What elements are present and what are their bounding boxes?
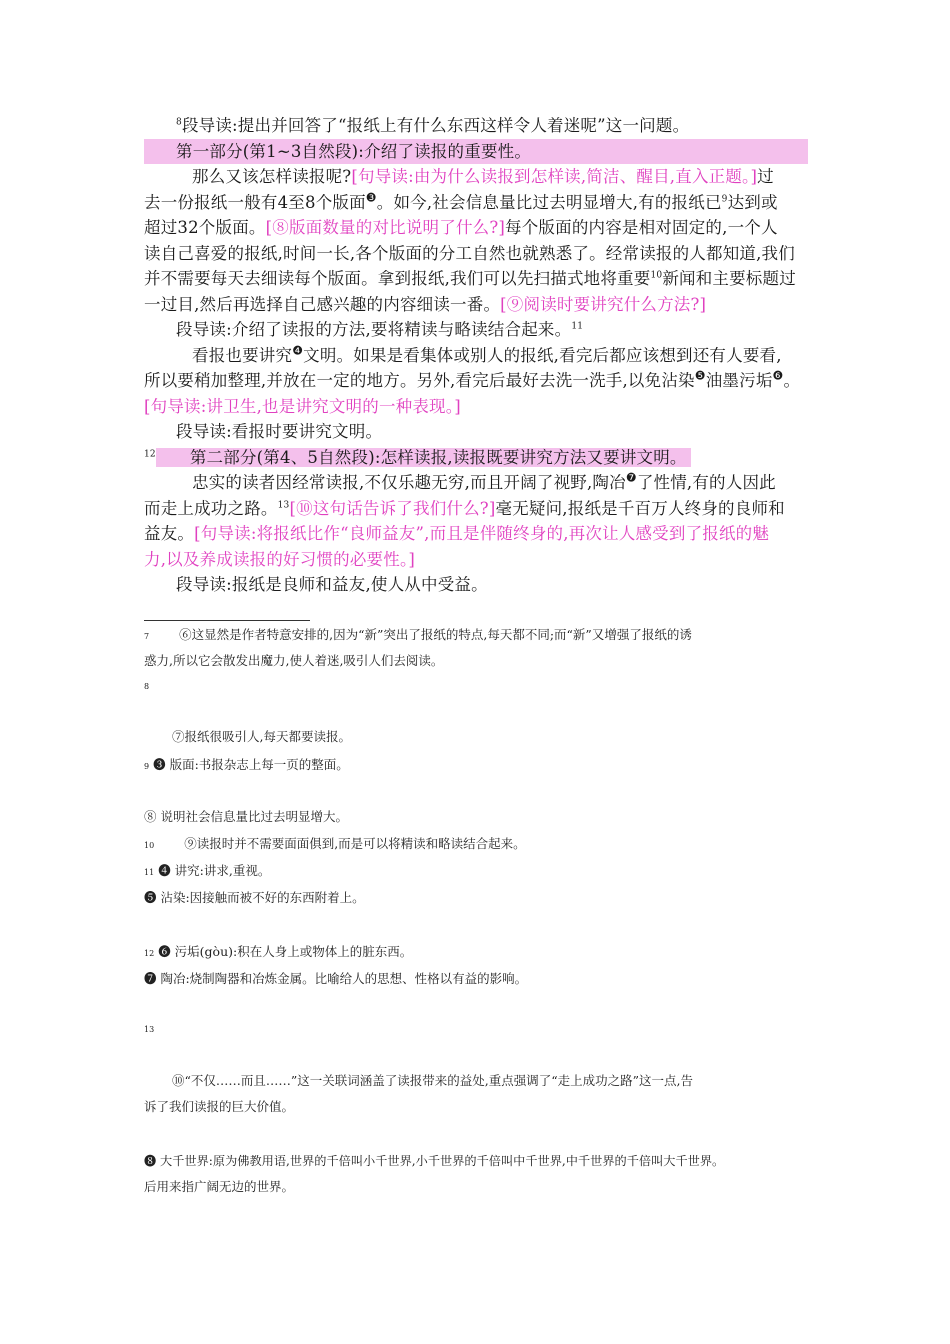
guide-text: 段导读:介绍了读报的方法,要将精读与略读结合起来。 bbox=[176, 320, 572, 339]
text: 油墨污垢 bbox=[705, 371, 773, 390]
footnote-text: 诉了我们读报的巨大价值。 bbox=[144, 1099, 295, 1114]
guide-text: 段导读:报纸是良师和益友,使人从中受益。 bbox=[176, 575, 488, 594]
paragraph-line bbox=[144, 215, 808, 241]
footnote-8 bbox=[172, 724, 351, 750]
footnote-14 bbox=[144, 1148, 724, 1174]
text: 每个版面的内容是相对固定的,一个人 bbox=[505, 218, 778, 237]
text: 忠实的读者因经常读报,不仅乐趣无穷,而且开阔了视野,陶冶 bbox=[192, 473, 626, 492]
footnote-separator bbox=[144, 620, 310, 621]
footnote-ref: 10 bbox=[650, 270, 663, 281]
footnote-12b bbox=[144, 966, 527, 992]
footnote-8-number bbox=[144, 672, 153, 700]
footnote-7-cont bbox=[144, 648, 443, 674]
guide-text: 段导读:看报时要讲究文明。 bbox=[176, 422, 383, 441]
text: 过 bbox=[757, 167, 774, 186]
sentence-guide: [句导读:将报纸比作“良师益友”,而且是伴随终身的,再次让人感受到了报纸的魅 bbox=[194, 524, 770, 543]
text: [句导读:讲卫生,也是讲究文明的一种表现。] bbox=[144, 396, 461, 416]
heading-text: 第一部分(第1~3自然段):介绍了读报的重要性。 bbox=[176, 141, 532, 161]
note-marker: ❻ bbox=[772, 368, 784, 383]
heading-text: 第二部分(第4、5自然段):怎样读报,读报既要讲究方法又要讲文明。 bbox=[156, 448, 691, 467]
footnote-text: ⑨读报时并不需要面面俱到,而是可以将精读和略读结合起来。 bbox=[184, 836, 526, 851]
footnote-number: 10 bbox=[144, 841, 155, 850]
footnote-ref: 11 bbox=[571, 321, 584, 332]
footnote-number: 13 bbox=[144, 1025, 155, 1034]
text: 达到或 bbox=[727, 192, 778, 212]
sentence-guide bbox=[144, 547, 808, 573]
footnote-text: ❼ 陶冶:烧制陶器和冶炼金属。比喻给人的思想、性格以有益的影响。 bbox=[144, 971, 528, 986]
text: 并不需要每天去细读每个版面。拿到报纸,我们可以先扫描式地将重要 bbox=[144, 269, 651, 288]
paragraph-line bbox=[144, 190, 808, 216]
footnote-7 bbox=[144, 622, 692, 650]
text: 毫无疑问,报纸是千百万人终身的良师和 bbox=[495, 498, 785, 518]
footnote-text: ❹ 讲究:讲求,重视。 bbox=[158, 863, 271, 878]
paragraph-guide-1 bbox=[144, 113, 808, 139]
footnote-number: 9 bbox=[144, 762, 150, 771]
main-text bbox=[144, 113, 808, 598]
footnote-ref: 13 bbox=[277, 500, 290, 510]
footnote-11b bbox=[144, 885, 365, 911]
section-heading-2 bbox=[144, 445, 808, 471]
text: 。 bbox=[783, 371, 801, 390]
text: 所以要稍加整理,并放在一定的地方。另外,看完后最好去洗一洗手,以免沾染 bbox=[144, 371, 695, 390]
sentence-guide: [句导读:由为什么读报到怎样读,简洁、醒目,直入正题。] bbox=[351, 167, 758, 186]
note-marker: ❼ bbox=[625, 470, 637, 485]
question-note: [⑧版面数量的对比说明了什么?] bbox=[265, 218, 506, 237]
footnote-9 bbox=[144, 752, 349, 780]
footnote-13-cont bbox=[144, 1094, 294, 1120]
footnote-number: 12 bbox=[144, 949, 155, 958]
paragraph-line bbox=[144, 292, 808, 318]
text: 那么又该怎样读报呢? bbox=[192, 167, 352, 186]
paragraph-line bbox=[144, 470, 808, 496]
paragraph-guide-2 bbox=[144, 317, 808, 343]
footnote-text: ❺ 沾染:因接触而被不好的东西附着上。 bbox=[144, 890, 365, 905]
footnote-13 bbox=[172, 1068, 693, 1094]
footnote-text: 后用来指广阔无边的世界。 bbox=[144, 1179, 295, 1194]
footnote-text: ⑩“不仅……而且……”这一关联词涵盖了读报带来的益处,重点强调了“走上成功之路”这一点,告 bbox=[172, 1073, 694, 1088]
footnote-ref: 12 bbox=[144, 449, 156, 459]
footnote-number: 11 bbox=[144, 868, 155, 877]
footnote-text: ❸ 版面:书报杂志上每一页的整面。 bbox=[153, 757, 349, 772]
paragraph-line bbox=[144, 164, 808, 190]
footnote-text: ⑥这显然是作者特意安排的,因为“新”突出了报纸的特点,每天都不同;而“新”又增强了报纸的诱 bbox=[179, 627, 692, 642]
footnote-13-number bbox=[144, 1015, 158, 1043]
text: 文明。如果是看集体或别人的报纸,看完后都应该想到还有人要看, bbox=[303, 345, 782, 365]
question-note: [⑩这句话告诉了我们什么?] bbox=[289, 498, 496, 518]
footnote-12 bbox=[144, 939, 412, 967]
footnote-text: 惑力,所以它会散发出魔力,使人着迷,吸引人们去阅读。 bbox=[144, 653, 444, 668]
footnote-number: 7 bbox=[144, 632, 150, 641]
text: 力,以及养成读报的好习惯的必要性。] bbox=[144, 549, 416, 569]
note-marker: ❺ bbox=[694, 368, 706, 383]
sentence-guide bbox=[144, 394, 808, 420]
paragraph-line bbox=[144, 241, 808, 267]
text: 了性情,有的人因此 bbox=[636, 473, 776, 492]
footnote-10 bbox=[144, 831, 526, 859]
paragraph-line bbox=[144, 343, 808, 369]
footnote-text: ❽ 大千世界:原为佛教用语,世界的千倍叫小千世界,小千世界的千倍叫中千世界,中千世界的千倍叫大千世界。 bbox=[144, 1154, 725, 1168]
footnote-11 bbox=[144, 858, 270, 886]
text: 。如今,社会信息量比过去明显增大,有的报纸已 bbox=[376, 192, 722, 212]
text: 益友。 bbox=[144, 524, 195, 543]
footnote-14-cont bbox=[144, 1174, 294, 1200]
paragraph-line bbox=[144, 266, 808, 292]
footnote-ref: 8 bbox=[176, 117, 182, 128]
text: 一过目,然后再选择自己感兴趣的内容细读一番。 bbox=[144, 294, 501, 314]
note-marker: ❹ bbox=[292, 343, 304, 357]
footnote-9b bbox=[144, 804, 348, 830]
footnote-text: ⑧ 说明社会信息量比过去明显增大。 bbox=[144, 809, 348, 824]
footnote-ref: 9 bbox=[721, 194, 728, 204]
note-marker: ❸ bbox=[365, 190, 377, 204]
question-note: [⑨阅读时要讲究什么方法?] bbox=[500, 294, 707, 314]
section-heading-1 bbox=[144, 139, 808, 165]
paragraph-guide-4 bbox=[144, 572, 808, 598]
paragraph-guide-3 bbox=[144, 419, 808, 445]
text: 超过32个版面。 bbox=[144, 218, 266, 237]
footnote-text: ⑦报纸很吸引人,每天都要读报。 bbox=[172, 729, 351, 744]
paragraph-line bbox=[144, 496, 808, 522]
footnote-text: ❻ 污垢(gòu):积在人身上或物体上的脏东西。 bbox=[158, 944, 413, 959]
paragraph-line bbox=[144, 368, 808, 394]
footnote-number: 8 bbox=[144, 682, 150, 691]
text: 读自己喜爱的报纸,时间一长,各个版面的分工自然也就熟悉了。经常读报的人都知道,我们 bbox=[144, 243, 795, 263]
text: 新闻和主要标题过 bbox=[662, 269, 796, 288]
text: 看报也要讲究 bbox=[192, 345, 293, 365]
text: 而走上成功之路。 bbox=[144, 498, 278, 518]
text: 去一份报纸一般有4至8个版面 bbox=[144, 192, 366, 212]
paragraph-line bbox=[144, 521, 808, 547]
guide-text: 段导读:提出并回答了“报纸上有什么东西这样令人着迷呢”这一问题。 bbox=[181, 116, 690, 135]
